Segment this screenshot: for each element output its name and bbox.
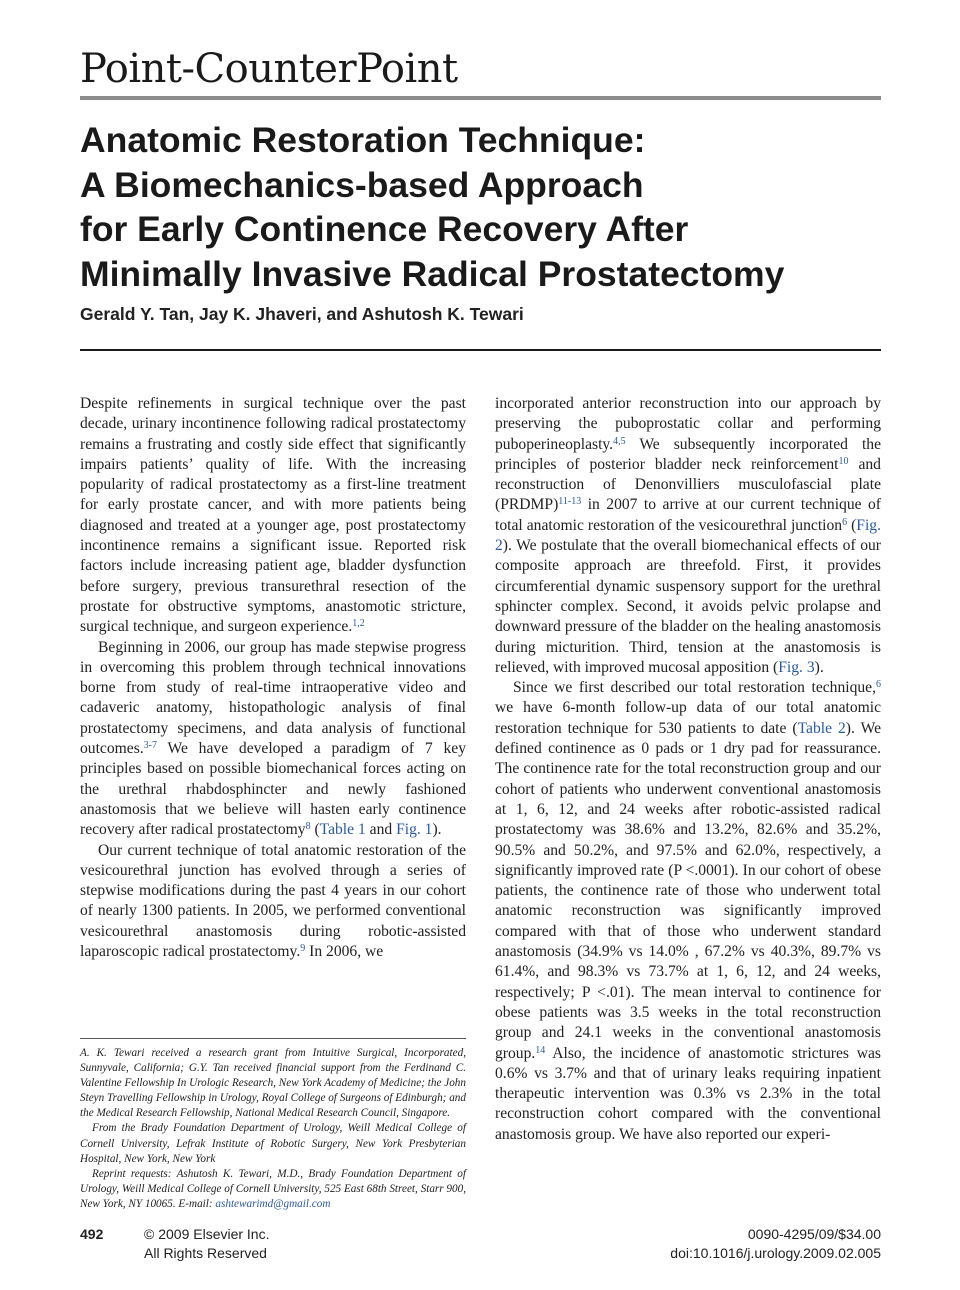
body-column-right bbox=[495, 394, 881, 1145]
doi-line[interactable]: doi:10.1016/j.urology.2009.02.005 bbox=[670, 1245, 881, 1261]
page-number: 492 bbox=[80, 1226, 104, 1242]
title-line: for Early Continence Recovery After bbox=[80, 209, 689, 249]
figure-link[interactable]: Fig. 2 bbox=[495, 516, 881, 555]
citation-ref[interactable]: 9 bbox=[300, 943, 306, 955]
copyright-line: © 2009 Elsevier Inc. bbox=[144, 1226, 270, 1242]
citation-ref[interactable]: 1,2 bbox=[352, 618, 365, 630]
table-link[interactable]: Table 2 bbox=[797, 719, 846, 737]
paragraph: Our current technique of total anatomic restoration of the vesicourethral junction has evolved through a series of stepwise modifications during the past 4 years in our cohort of nearly 1300 patients. In 2005, we performed conventional vesicourethral anastomosis during robotic-assisted laparoscopic radical prostatectomy.$^9$ In 2006, we bbox=[80, 841, 466, 961]
paragraph: incorporated anterior reconstruction into our approach by preserving the puboprostatic collar and performing puboperineoplasty.$^{4,5}$ We subsequently incorporated the principles of posterior bladder neck reinforcement$^{10}$ and reconstruction of Denonvilliers musculofascial plate (PRDMP)$^{11-13}$ in 2007 to arrive at our current technique of total anatomic restoration of the vesicourethral junction$^6$ (Fig. 2). We postulate that the overall biomechanical effects of our composite approach are threefold. First, it provides circumferential dynamic suspensory support for the urethral sphincter complex. Second, it avoids pelvic prolapse and downward pressure of the bladder on the healing anastomosis during micturition. Third, tension at the anastomosis is relieved, with improved mucosal apposition (Fig. 3). bbox=[495, 395, 881, 676]
footnote: From the Brady Foundation Department of Urology, Weill Medical College of Cornell University, Lefrak Institute of Robotic Surgery, New York Presbyterian Hospital, New York, New York bbox=[80, 1122, 466, 1165]
title-line: Minimally Invasive Radical Prostatectomy bbox=[80, 253, 785, 294]
paragraph: Since we first described our total restoration technique,$^6$ we have 6-month follow-up data of our total anatomic restoration technique for 530 patients to date (Table 2). We defined continence as 0 pads or 1 dry pad for reassurance. The continence rate for the total reconstruction group and our cohort of patients who underwent conventional anastomosis at 1, 6, 12, and 24 weeks after robotic-assisted radical prostatectomy was 38.6% and 13.2%, 82.6% and 35.2%, 90.5% and 50.2%, and 97.5% and 62.0%, respectively, a significantly improved rate (P <.0001). In our cohort of obese patients, the continence rate of those who underwent total anatomic reconstruction was significantly improved compared with that of those who underwent standard anastomosis (34.9% vs 14.0% , 67.2% vs 40.3%, 89.7% vs 61.4%, and 98.3% vs 73.7% at 1, 6, 12, and 24 weeks, respectively; P <.01). The mean interval to continence for obese patients was 3.5 weeks in the total reconstruction group and 24.1 weeks in the conventional anastomosis group.$^{14}$ Also, the incidence of anastomotic strictures was 0.6% vs 3.7% and that of urinary leaks requiring inpatient therapeutic intervention was 0.3% vs 2.3% in the total reconstruction cohort compared with the conventional anastomosis group. We have also reported our experi- bbox=[495, 679, 881, 1143]
citation-ref[interactable]: 14 bbox=[535, 1044, 546, 1056]
article-title bbox=[80, 118, 880, 296]
email-link[interactable]: ashtewarimd@gmail.com bbox=[215, 1197, 331, 1210]
figure-link[interactable]: Fig. 3 bbox=[778, 658, 815, 676]
article-identifiers bbox=[670, 1225, 881, 1263]
citation-ref[interactable]: 8 bbox=[305, 821, 311, 833]
table-link[interactable]: Table 1 bbox=[319, 821, 366, 839]
section-label: Point-CounterPoint bbox=[80, 46, 458, 92]
title-line: A Biomechanics-based Approach bbox=[80, 164, 644, 205]
author-list: Gerald Y. Tan, Jay K. Jhaveri, and Ashutosh K. Tewari bbox=[80, 304, 524, 324]
footnote: A. K. Tewari received a research grant from Intuitive Surgical, Incorporated, Sunnyvale, California; G.Y. Tan received financial support from the Ferdinand C. Valentine Fellowship In Urologic Research, New York Academy of Medicine; the John Steyn Travelling Fellowship in Urology, Royal College of Surgeons of Edinburgh; and the Medical Research Fellowship, National Medical Research Council, Singapore. bbox=[80, 1047, 466, 1120]
paragraph: Beginning in 2006, our group has made stepwise progress in overcoming this problem through technical innovations borne from study of real-time intraoperative video and cadaveric anatomy, histopathologic analysis of final prostatectomy specimens, and data analysis of functional outcomes.$^{3-7}$ We have developed a paradigm of 7 key principles based on possible biomechanical forces acting on the urethral rhabdosphincter and newly fashioned anastomosis that we believe will hasten early continence recovery after radical prostatectomy$^8$ (Table 1 and Fig. 1). bbox=[80, 638, 466, 839]
copyright-notice bbox=[144, 1225, 270, 1263]
title-rule bbox=[80, 349, 881, 351]
figure-link[interactable]: Fig. 1 bbox=[396, 821, 433, 839]
citation-ref[interactable]: 10 bbox=[838, 455, 849, 467]
footnote-rule bbox=[80, 1038, 466, 1039]
header-rule bbox=[80, 96, 881, 100]
footnote: Reprint requests: Ashutosh K. Tewari, M.D., Brady Foundation Department of Urology, Weill Medical College of Cornell University, 525 East 68th Street, Starr 900, New York, NY 10065. E-mail: ashtewarimd@gmail.com bbox=[80, 1167, 466, 1210]
rights-line: All Rights Reserved bbox=[144, 1245, 267, 1261]
citation-ref[interactable]: 3-7 bbox=[143, 740, 158, 752]
citation-ref[interactable]: 6 bbox=[842, 516, 848, 528]
body-column-left bbox=[80, 394, 466, 962]
citation-ref[interactable]: 11-13 bbox=[558, 496, 582, 508]
title-line: Anatomic Restoration Technique: bbox=[80, 120, 646, 160]
citation-ref[interactable]: 4,5 bbox=[613, 435, 626, 447]
paragraph: Despite refinements in surgical technique over the past decade, urinary incontinence following radical prostatectomy remains a frustrating and costly side effect that significantly impairs patients’ quality of life. With the increasing popularity of radical prostatectomy as a first-line treatment for early prostate cancer, and with more patients being diagnosed and treated at a younger age, post prostatectomy incontinence remains a significant issue. Reported risk factors include increasing patient age, bladder dysfunction before surgery, previous transurethral resection of the prostate for obstructive symptoms, anastomotic stricture, surgical technique, and surgeon experience.$^{1,2}$ bbox=[80, 395, 466, 636]
issn-line: 0090-4295/09/$34.00 bbox=[747, 1226, 881, 1242]
footnotes bbox=[80, 1046, 466, 1212]
citation-ref[interactable]: 6 bbox=[876, 679, 881, 691]
